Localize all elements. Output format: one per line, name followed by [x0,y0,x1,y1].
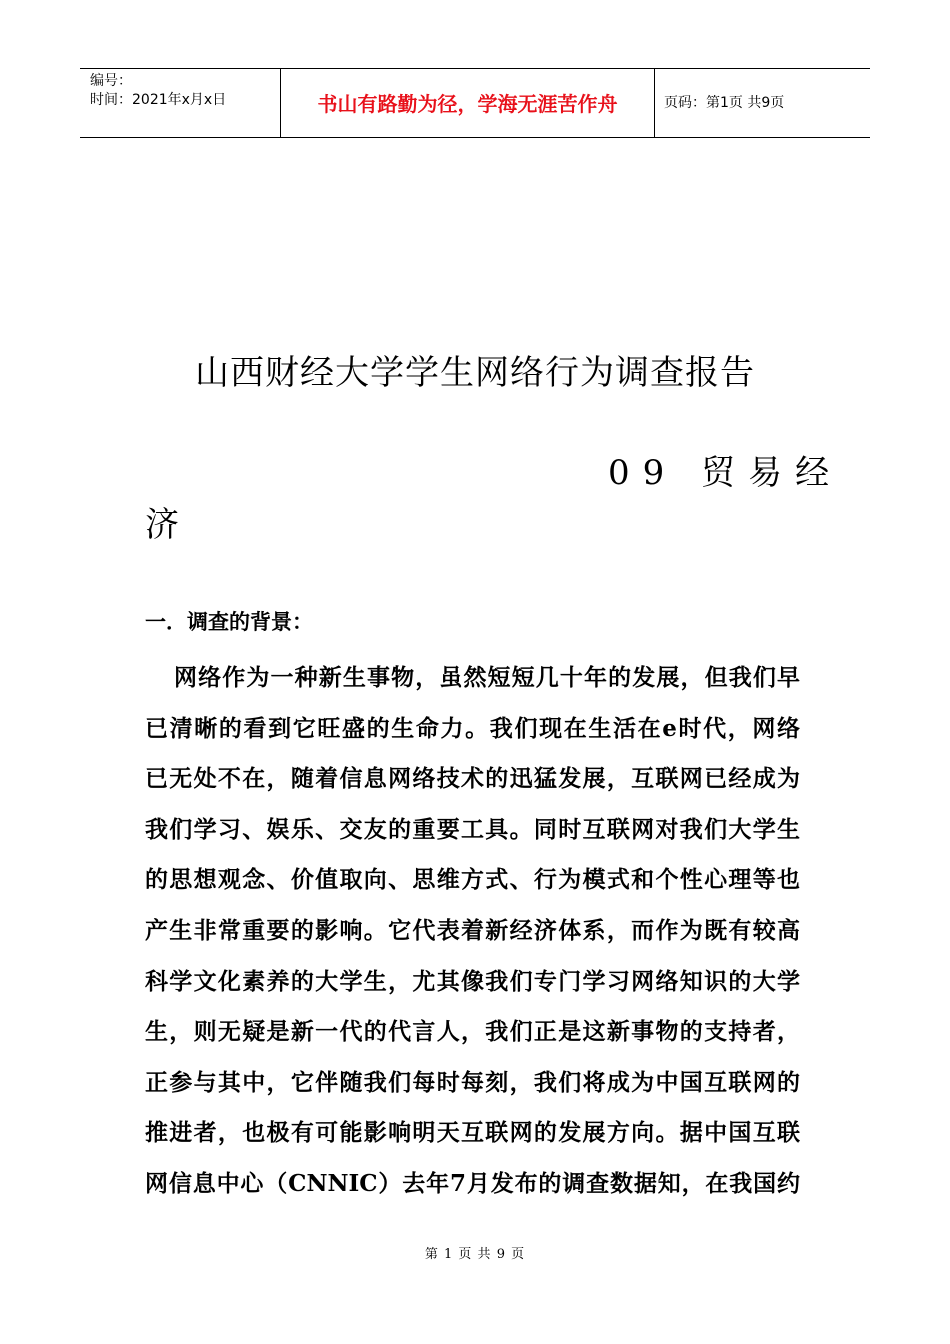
body-paragraph [145,653,800,1210]
paragraph-line: 生，则无疑是新一代的代言人，我们正是这新事物的支持者， [145,1018,800,1046]
header-motto-cell [280,69,655,137]
paragraph-line: 正参与其中，它伴随我们每时每刻，我们将成为中国互联网的 [145,1068,800,1096]
paragraph-line: 网络作为一种新生事物，虽然短短几十年的发展，但我们早 [174,664,800,691]
header-page-info: 页码：第1页 共9页 [664,95,785,111]
department-line-1: 09 贸易经 [608,453,843,493]
paragraph-line: 的思想观念、价值取向、思维方式、行为模式和个性心理等也 [145,866,800,894]
document-time-label: 时间：2021年x月x日 [90,92,227,108]
header-page-cell [654,69,870,137]
header-table [80,68,870,138]
document-number-label: 编号： [90,73,132,89]
paragraph-line: 科学文化素养的大学生，尤其像我们专门学习网络知识的大学 [145,967,800,995]
document-title: 山西财经大学学生网络行为调查报告 [195,353,755,393]
header-motto: 书山有路勤为径，学海无涯苦作舟 [317,92,618,116]
section-heading: 一．调查的背景： [145,609,313,634]
department-line-2: 济 [145,505,179,545]
page-footer: 第 1 页 共 9 页 [424,1247,526,1262]
paragraph-line: 已清晰的看到它旺盛的生命力。我们现在生活在e时代，网络 [145,714,800,742]
paragraph-line: 我们学习、娱乐、交友的重要工具。同时互联网对我们大学生 [145,815,800,843]
header-info-cell [80,69,280,137]
paragraph-line: 已无处不在，随着信息网络技术的迅猛发展，互联网已经成为 [145,765,800,793]
paragraph-line: 产生非常重要的影响。它代表着新经济体系，而作为既有较高 [145,916,800,944]
paragraph-line: 网信息中心（CNNIC）去年7月发布的调查数据知，在我国约 [145,1169,800,1197]
paragraph-line: 推进者，也极有可能影响明天互联网的发展方向。据中国互联 [145,1119,800,1147]
